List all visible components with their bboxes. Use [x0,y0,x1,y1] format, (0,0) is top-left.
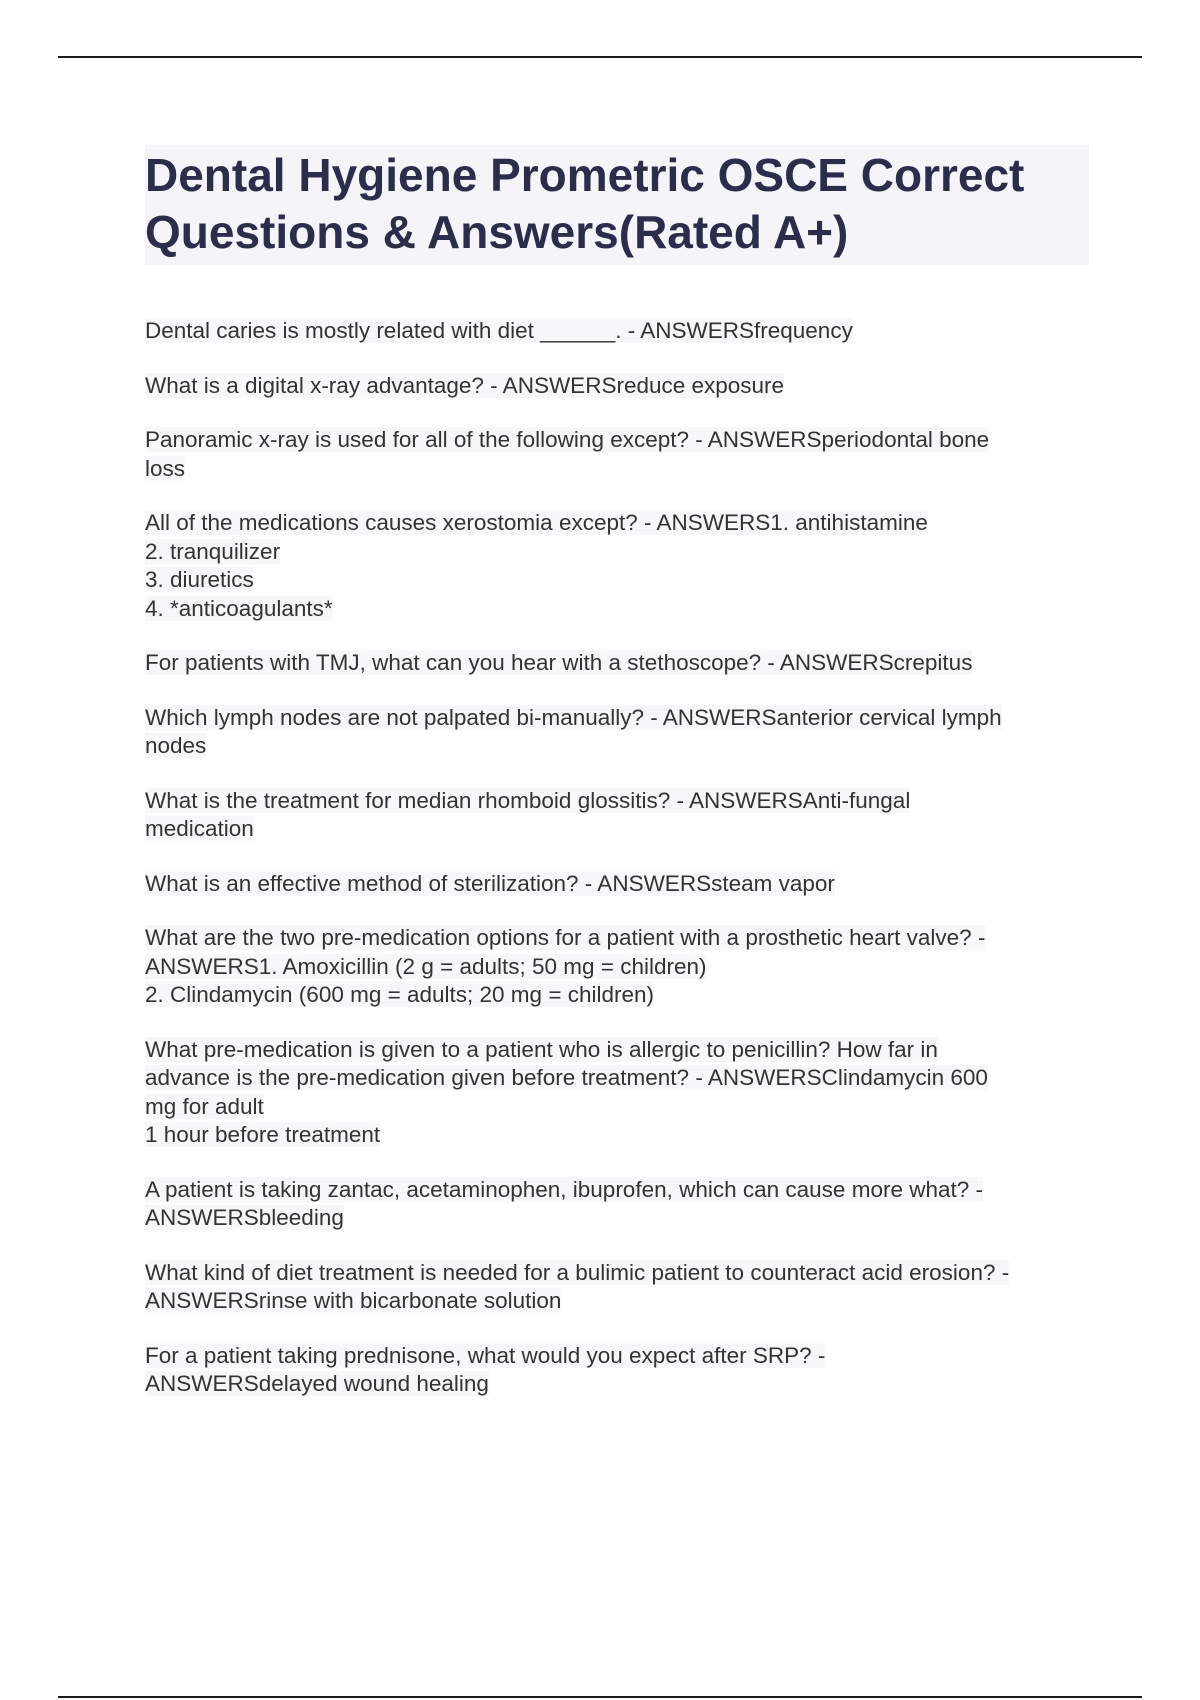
bottom-rule [58,1696,1142,1698]
document-body [145,145,1089,1425]
qa-line: 2. Clindamycin (600 mg = adults; 20 mg = children) [145,982,654,1007]
qa-line: What pre-medication is given to a patient who is allergic to penicillin? How far in [145,1036,938,1062]
qa-item [145,1036,1089,1150]
qa-line: medication [145,816,254,841]
qa-line: Panoramic x-ray is used for all of the following except? - ANSWERSperiodontal bone [145,427,990,452]
qa-list [145,317,1089,1399]
qa-line: Which lymph nodes are not palpated bi-manually? - ANSWERSanterior cervical lymph [145,704,1002,730]
top-rule [58,56,1142,58]
qa-line: What kind of diet treatment is needed for a bulimic patient to counteract acid erosion? - [145,1259,1010,1285]
title-line: Questions & Answers(Rated A+) [145,206,849,258]
qa-item [145,426,1089,483]
qa-item [145,870,1089,899]
qa-line: ANSWERS1. Amoxicillin (2 g = adults; 50 mg = children) [145,953,707,979]
qa-line: mg for adult [145,1093,264,1119]
qa-item [145,1342,1089,1399]
qa-item [145,787,1089,844]
qa-line: What is a digital x-ray advantage? - ANSWERSreduce exposure [145,372,785,398]
qa-line: ANSWERSbleeding [145,1205,344,1230]
qa-item [145,704,1089,761]
qa-line: Dental caries is mostly related with diet ______. - ANSWERSfrequency [145,318,853,343]
qa-item [145,1176,1089,1233]
qa-line: All of the medications causes xerostomia except? - ANSWERS1. antihistamine [145,510,928,535]
qa-item [145,649,1089,678]
qa-line: 4. *anticoagulants* [145,595,333,621]
qa-line: 1 hour before treatment [145,1122,381,1147]
qa-item [145,509,1089,623]
qa-line: loss [145,455,186,481]
qa-line: For a patient taking prednisone, what would you expect after SRP? - [145,1342,826,1368]
qa-item [145,317,1089,346]
title-line: Dental Hygiene Prometric OSCE Correct [145,149,1025,201]
qa-line: What are the two pre-medication options for a patient with a prosthetic heart valve? - [145,925,986,950]
document-title [145,145,1089,265]
qa-item [145,1259,1089,1316]
qa-line: ANSWERSrinse with bicarbonate solution [145,1288,562,1313]
qa-line: advance is the pre-medication given before treatment? - ANSWERSClindamycin 600 [145,1065,988,1090]
qa-item [145,924,1089,1010]
qa-line: ANSWERSdelayed wound healing [145,1371,489,1396]
qa-line: What is the treatment for median rhomboid glossitis? - ANSWERSAnti-fungal [145,787,911,813]
qa-line: 2. tranquilizer [145,538,281,564]
qa-line: 3. diuretics [145,567,254,592]
qa-line: For patients with TMJ, what can you hear with a stethoscope? - ANSWERScrepitus [145,650,973,675]
qa-line: nodes [145,733,207,758]
qa-line: A patient is taking zantac, acetaminophen, ibuprofen, which can cause more what? - [145,1176,983,1202]
qa-item [145,372,1089,401]
qa-line: What is an effective method of sterilization? - ANSWERSsteam vapor [145,870,835,896]
